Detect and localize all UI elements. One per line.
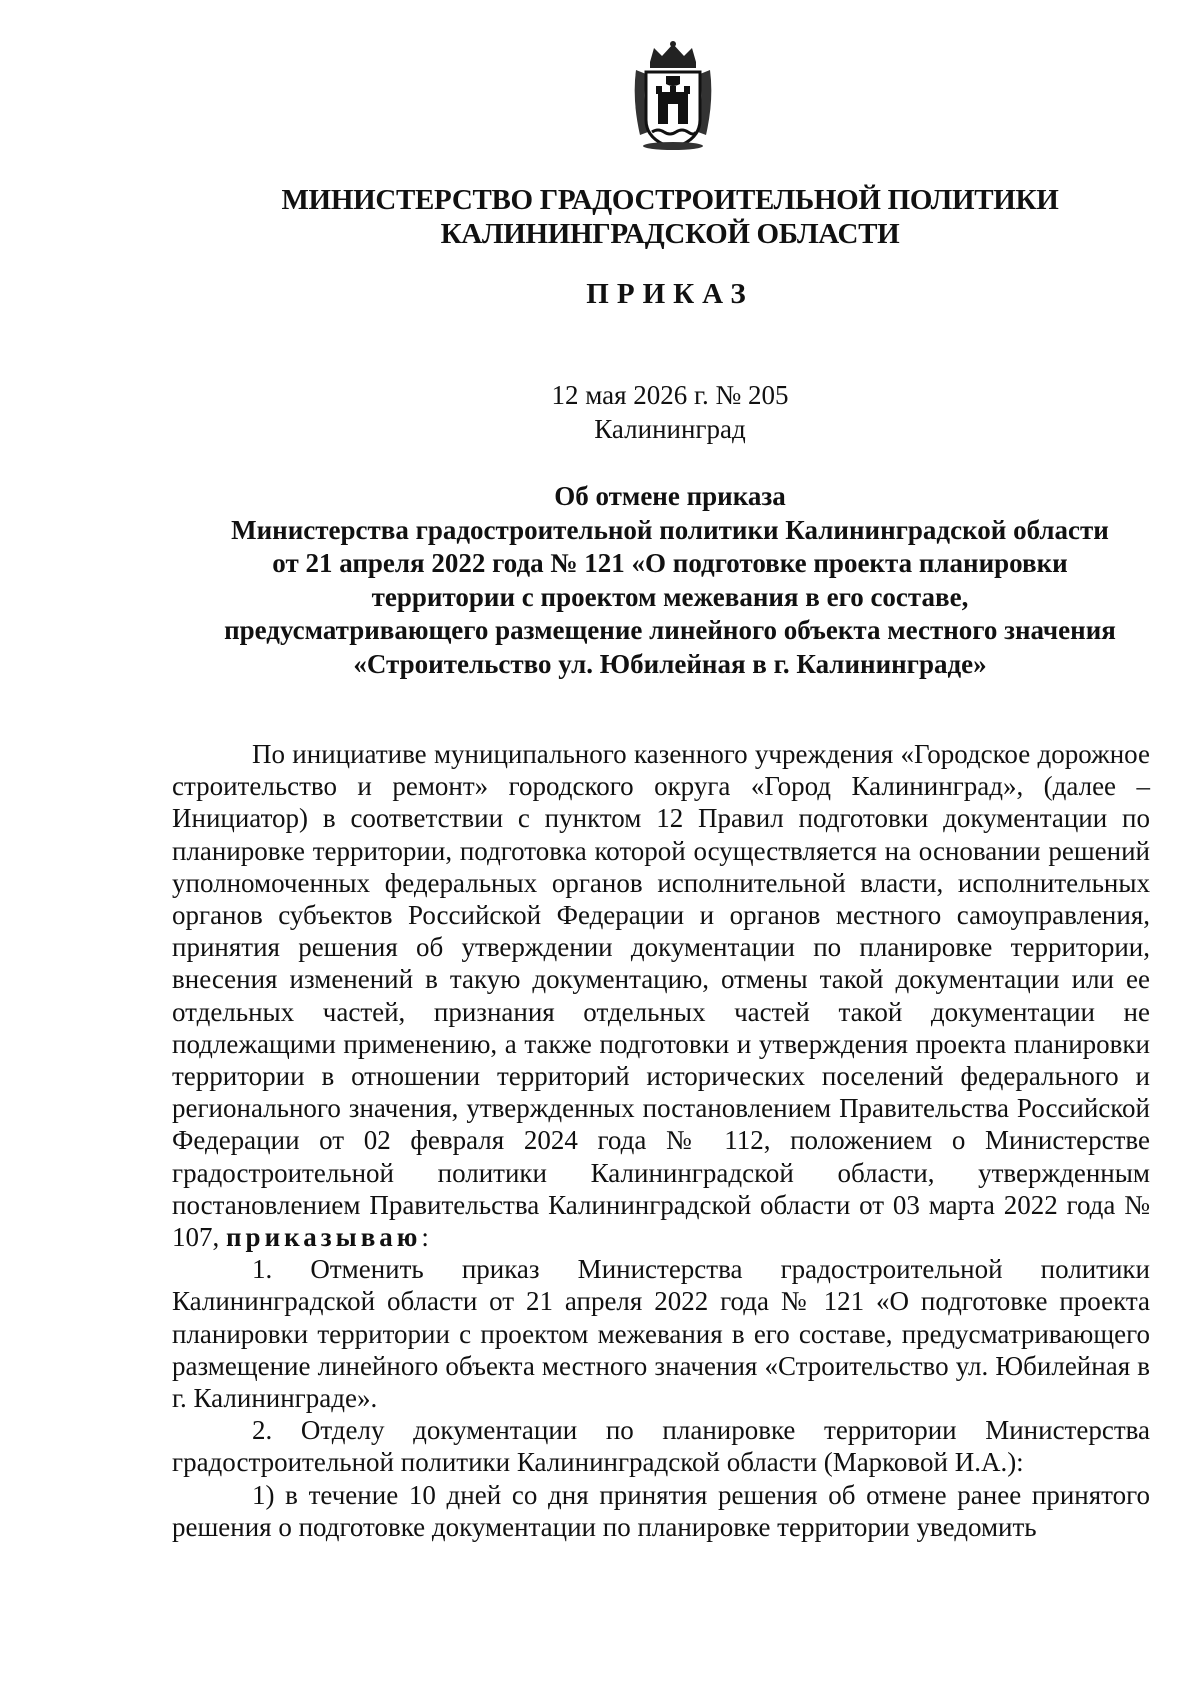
document-meta	[170, 378, 1170, 446]
order-item-1: 1. Отменить приказ Министерства градостроительной политики Калининградской области от 21 апреля 2022 года № 121 «О подготовке проекта планировки территории с проектом межевания в его составе, предусматривающего размещение линейного объекта местного значения «Строительство ул. Юбилейная в г. Калининграде».	[172, 1254, 1150, 1414]
order-body	[172, 738, 1150, 1543]
subject-line: от 21 апреля 2022 года № 121 «О подготовке проекта планировки	[272, 548, 1068, 578]
ministry-name-line1: МИНИСТЕРСТВО ГРАДОСТРОИТЕЛЬНОЙ ПОЛИТИКИ	[281, 184, 1059, 216]
order-verb-colon: :	[421, 1222, 429, 1253]
order-subject	[170, 480, 1170, 681]
subject-line: Министерства градостроительной политики Калининградской области	[231, 514, 1109, 545]
order-verb: приказываю	[226, 1222, 422, 1253]
date-and-number: 12 мая 2026 г. № 205	[551, 380, 789, 410]
order-item-2-subitem-1: 1) в течение 10 дней со дня принятия решения об отмене ранее принятого решения о подготовке документации по планировке территории уведомить	[172, 1479, 1150, 1542]
kaliningrad-coat-of-arms-icon	[628, 40, 718, 152]
order-item-2: 2. Отделу документации по планировке территории Министерства градостроительной политики Калининградской области (Марковой И.А.):	[172, 1415, 1150, 1478]
subject-line: предусматривающего размещение линейного объекта местного значения	[224, 615, 1116, 645]
ministry-name-line2: КАЛИНИНГРАДСКОЙ ОБЛАСТИ	[440, 218, 900, 250]
subject-line: Об отмене приказа	[554, 481, 786, 511]
city: Калининград	[594, 414, 746, 444]
preamble-text: По инициативе муниципального казенного учреждения «Городское дорожное строительство и ремонт» городского округа «Город Калининград», (далее – Инициатор) в соответствии с пунктом 12 Правил подготовки документации по планировке территории, подготовка которой осуществляется на основании решений уполномоченных федеральных органов исполнительной власти, исполнительных органов субъектов Российской Федерации и органов местного самоуправления, принятия решения об утверждении документации по планировке территории, внесения изменений в такую документацию, отмены такой документации или ее отдельных частей, признания отдельных частей такой документации не подлежащими применению, а также подготовки и утверждения проекта планировки территории в отношении территорий исторических поселений федерального и регионального значения, утвержденных постановлением Правительства Российской Федерации от 02 февраля 2024 года № 112, положением о Министерстве градостроительной политики Калининградской области, утвержденным постановлением Правительства Калининградской области от 03 марта 2022 года № 107,	[172, 739, 1150, 1253]
ministry-header	[170, 183, 1170, 251]
preamble-paragraph	[172, 738, 1150, 1253]
document-type-title: ПРИКАЗ	[586, 278, 754, 310]
subject-line: территории с проектом межевания в его составе,	[371, 581, 969, 612]
subject-line: «Строительство ул. Юбилейная в г. Калининграде»	[353, 648, 987, 679]
